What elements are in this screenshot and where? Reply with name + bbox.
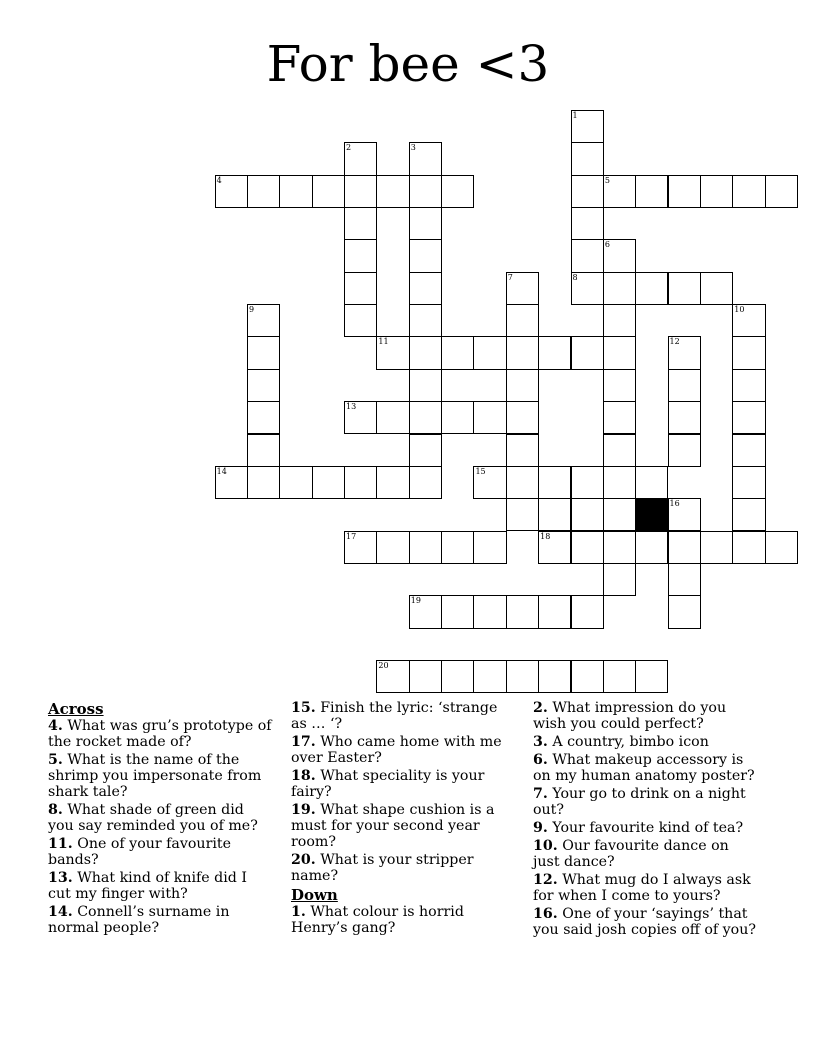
clue-item	[48, 752, 273, 800]
clue-number: 6	[604, 240, 610, 250]
crossword-cell[interactable]	[247, 175, 280, 208]
clue-number-label: 1.	[291, 904, 306, 920]
crossword-cell[interactable]	[344, 175, 377, 208]
crossword-cell[interactable]	[603, 401, 636, 434]
crossword-cell[interactable]	[732, 304, 765, 337]
black-cell	[635, 498, 668, 531]
crossword-cell[interactable]	[344, 304, 377, 337]
crossword-cell[interactable]	[732, 434, 765, 467]
clue-number-label: 8.	[48, 802, 63, 818]
crossword-cell[interactable]	[506, 595, 539, 628]
crossword-cell[interactable]	[732, 401, 765, 434]
down-clue-list	[291, 904, 516, 936]
crossword-cell[interactable]	[344, 239, 377, 272]
crossword-cell[interactable]	[603, 660, 636, 693]
crossword-cell[interactable]	[668, 175, 701, 208]
crossword-cell[interactable]	[635, 272, 668, 305]
clue-text: What shade of green did you say reminded you of me?	[48, 802, 258, 834]
crossword-cell[interactable]	[506, 304, 539, 337]
crossword-cell[interactable]	[247, 304, 280, 337]
crossword-cell[interactable]	[409, 369, 442, 402]
clue-item	[291, 734, 516, 766]
crossword-cell[interactable]	[571, 110, 604, 143]
clue-number-label: 12.	[533, 872, 558, 888]
crossword-cell[interactable]	[571, 239, 604, 272]
crossword-cell[interactable]	[603, 304, 636, 337]
clue-text: What is the name of the shrimp you impersonate from shark tale?	[48, 752, 262, 800]
clue-item	[533, 820, 758, 836]
clue-number-label: 9.	[533, 820, 548, 836]
crossword-cell[interactable]	[441, 175, 474, 208]
crossword-cell[interactable]	[506, 336, 539, 369]
crossword-cell[interactable]	[376, 660, 409, 693]
clue-number-label: 7.	[533, 786, 548, 802]
clue-number: 15	[475, 466, 486, 476]
crossword-cell[interactable]	[344, 466, 377, 499]
crossword-cell[interactable]	[409, 336, 442, 369]
crossword-cell[interactable]	[409, 175, 442, 208]
clue-number-label: 20.	[291, 852, 316, 868]
crossword-cell[interactable]	[279, 175, 312, 208]
crossword-cell[interactable]	[538, 336, 571, 369]
crossword-cell[interactable]	[635, 175, 668, 208]
crossword-cell[interactable]	[376, 401, 409, 434]
crossword-cell[interactable]	[732, 466, 765, 499]
clue-number: 7	[507, 272, 513, 282]
crossword-cell[interactable]	[376, 466, 409, 499]
crossword-cell[interactable]	[732, 175, 765, 208]
crossword-cell[interactable]	[603, 531, 636, 564]
crossword-cell[interactable]	[765, 175, 798, 208]
crossword-cell[interactable]	[668, 563, 701, 596]
crossword-cell[interactable]	[473, 595, 506, 628]
across-clue-list-continued	[291, 700, 516, 884]
clue-item	[48, 718, 273, 750]
clue-text: What shape cushion is a must for your second year room?	[291, 802, 495, 850]
crossword-cell[interactable]	[538, 466, 571, 499]
clue-text: Your favourite kind of tea?	[547, 820, 744, 836]
clue-text: Our favourite dance on just dance?	[533, 838, 729, 870]
clue-number: 13	[346, 402, 357, 412]
crossword-cell[interactable]	[668, 272, 701, 305]
crossword-cell[interactable]	[603, 369, 636, 402]
crossword-cell[interactable]	[668, 498, 701, 531]
crossword-cell[interactable]	[247, 466, 280, 499]
crossword-cell[interactable]	[603, 466, 636, 499]
crossword-cell[interactable]	[376, 531, 409, 564]
crossword-cell[interactable]	[571, 498, 604, 531]
crossword-cell[interactable]	[506, 272, 539, 305]
clue-text: Connell’s surname in normal people?	[48, 904, 230, 936]
clue-text: What speciality is your fairy?	[291, 768, 485, 800]
crossword-cell[interactable]	[409, 434, 442, 467]
clue-number-label: 13.	[48, 870, 73, 886]
crossword-cell[interactable]	[603, 434, 636, 467]
crossword-cell[interactable]	[571, 207, 604, 240]
crossword-cell[interactable]	[312, 466, 345, 499]
clue-text: Who came home with me over Easter?	[291, 734, 502, 766]
across-heading: Across	[48, 700, 104, 718]
crossword-cell[interactable]	[473, 336, 506, 369]
crossword-cell[interactable]	[506, 434, 539, 467]
crossword-cell[interactable]	[473, 401, 506, 434]
crossword-cell[interactable]	[603, 563, 636, 596]
crossword-cell[interactable]	[571, 175, 604, 208]
crossword-cell[interactable]	[571, 660, 604, 693]
crossword-cell[interactable]	[571, 142, 604, 175]
clue-number-label: 5.	[48, 752, 63, 768]
crossword-cell[interactable]	[571, 466, 604, 499]
clue-item	[291, 802, 516, 850]
crossword-cell[interactable]	[441, 531, 474, 564]
clue-item	[48, 870, 273, 902]
crossword-cell[interactable]	[635, 660, 668, 693]
crossword-cell[interactable]	[473, 531, 506, 564]
clue-number-label: 16.	[533, 906, 558, 922]
crossword-cell[interactable]	[635, 531, 668, 564]
crossword-cell[interactable]	[538, 498, 571, 531]
clues-column-3	[533, 700, 758, 940]
clue-number-label: 14.	[48, 904, 73, 920]
crossword-cell[interactable]	[700, 175, 733, 208]
crossword-cell[interactable]	[538, 660, 571, 693]
clue-number-label: 17.	[291, 734, 316, 750]
clue-number: 12	[669, 337, 680, 347]
clue-number-label: 3.	[533, 734, 548, 750]
crossword-cell[interactable]	[765, 531, 798, 564]
crossword-cell[interactable]	[506, 466, 539, 499]
crossword-cell[interactable]	[247, 401, 280, 434]
clue-text: One of your ‘sayings’ that you said josh copies off of you?	[533, 906, 756, 938]
crossword-cell[interactable]	[571, 595, 604, 628]
clue-number-label: 15.	[291, 700, 316, 716]
crossword-cell[interactable]	[506, 498, 539, 531]
clue-number: 16	[669, 499, 680, 509]
clue-number-label: 10.	[533, 838, 558, 854]
crossword-cell[interactable]	[473, 660, 506, 693]
crossword-cell[interactable]	[344, 401, 377, 434]
crossword-cell[interactable]	[441, 336, 474, 369]
crossword-cell[interactable]	[668, 595, 701, 628]
crossword-cell[interactable]	[279, 466, 312, 499]
page-title: For bee <3	[266, 35, 550, 93]
crossword-cell[interactable]	[409, 272, 442, 305]
crossword-cell[interactable]	[247, 369, 280, 402]
crossword-cell[interactable]	[247, 336, 280, 369]
crossword-cell[interactable]	[603, 498, 636, 531]
clue-number-label: 19.	[291, 802, 316, 818]
crossword-cell[interactable]	[376, 336, 409, 369]
clue-number: 8	[572, 272, 578, 282]
clue-number: 3	[410, 143, 416, 153]
crossword-cell[interactable]	[247, 434, 280, 467]
crossword-cell[interactable]	[215, 175, 248, 208]
crossword-cell[interactable]	[409, 142, 442, 175]
clue-text: Finish the lyric: ‘strange as … ‘?	[291, 700, 498, 732]
clue-item	[533, 838, 758, 870]
clue-number: 20	[378, 660, 389, 670]
clue-text: What was gru’s prototype of the rocket made of?	[48, 718, 272, 750]
crossword-cell[interactable]	[409, 531, 442, 564]
crossword-cell[interactable]	[603, 239, 636, 272]
crossword-cell[interactable]	[409, 466, 442, 499]
clue-number: 18	[540, 531, 551, 541]
clue-number: 19	[410, 596, 421, 606]
clue-item	[48, 802, 273, 834]
crossword-cell[interactable]	[571, 272, 604, 305]
crossword-cell[interactable]	[441, 595, 474, 628]
clue-text: What colour is horrid Henry’s gang?	[291, 904, 464, 936]
clues-column-1	[48, 700, 273, 938]
clue-item	[533, 700, 758, 732]
crossword-cell[interactable]	[409, 304, 442, 337]
crossword-cell[interactable]	[441, 401, 474, 434]
clue-text: Your go to drink on a night out?	[533, 786, 746, 818]
crossword-cell[interactable]	[538, 531, 571, 564]
crossword-cell[interactable]	[668, 336, 701, 369]
clue-number: 10	[734, 305, 745, 315]
down-clue-list-continued	[533, 700, 758, 938]
crossword-cell[interactable]	[409, 595, 442, 628]
crossword-cell[interactable]	[344, 531, 377, 564]
crossword-cell[interactable]	[668, 401, 701, 434]
clue-text: What impression do you wish you could perfect?	[533, 700, 727, 732]
crossword-cell[interactable]	[603, 336, 636, 369]
clue-number: 5	[604, 175, 610, 185]
clue-item	[291, 852, 516, 884]
clue-text: What is your stripper name?	[291, 852, 474, 884]
clues-column-2	[291, 700, 516, 938]
crossword-cell[interactable]	[312, 175, 345, 208]
crossword-cell[interactable]	[635, 466, 668, 499]
clue-item	[48, 904, 273, 936]
clue-text: A country, bimbo icon	[547, 734, 709, 750]
clue-item	[533, 906, 758, 938]
crossword-cell[interactable]	[506, 369, 539, 402]
clue-number: 4	[216, 175, 222, 185]
crossword-cell[interactable]	[344, 142, 377, 175]
crossword-cell[interactable]	[668, 531, 701, 564]
crossword-cell[interactable]	[506, 660, 539, 693]
crossword-cell[interactable]	[215, 466, 248, 499]
clue-number: 17	[346, 531, 357, 541]
clue-item	[533, 786, 758, 818]
clue-item	[291, 768, 516, 800]
crossword-cell[interactable]	[668, 369, 701, 402]
clue-text: What kind of knife did I cut my finger with?	[48, 870, 247, 902]
clue-text: What makeup accessory is on my human anatomy poster?	[533, 752, 755, 784]
crossword-cell[interactable]	[538, 595, 571, 628]
clue-item	[533, 872, 758, 904]
clue-item	[291, 700, 516, 732]
clue-number-label: 6.	[533, 752, 548, 768]
crossword-cell[interactable]	[409, 239, 442, 272]
crossword-cell[interactable]	[409, 660, 442, 693]
crossword-cell[interactable]	[700, 531, 733, 564]
clue-item	[533, 734, 758, 750]
clue-number-label: 11.	[48, 836, 73, 852]
crossword-cell[interactable]	[441, 660, 474, 693]
clue-number: 11	[378, 337, 389, 347]
crossword-cell[interactable]	[732, 498, 765, 531]
crossword-cell[interactable]	[376, 175, 409, 208]
across-clue-list	[48, 718, 273, 936]
clue-item	[533, 752, 758, 784]
crossword-cell[interactable]	[506, 401, 539, 434]
crossword-cell[interactable]	[732, 531, 765, 564]
clue-number-label: 4.	[48, 718, 63, 734]
clue-number: 14	[216, 466, 227, 476]
crossword-cell[interactable]	[571, 336, 604, 369]
crossword-cell[interactable]	[344, 207, 377, 240]
crossword-cell[interactable]	[344, 272, 377, 305]
crossword-cell[interactable]	[700, 272, 733, 305]
crossword-cell[interactable]	[473, 466, 506, 499]
clue-item	[291, 904, 516, 936]
clue-number: 2	[346, 143, 352, 153]
clue-number: 9	[249, 305, 255, 315]
down-heading: Down	[291, 886, 338, 904]
clue-number-label: 18.	[291, 768, 316, 784]
crossword-cell[interactable]	[603, 175, 636, 208]
clue-text: One of your favourite bands?	[48, 836, 231, 868]
clue-text: What mug do I always ask for when I come to yours?	[533, 872, 751, 904]
clue-item	[48, 836, 273, 868]
crossword-cell[interactable]	[409, 207, 442, 240]
crossword-cell[interactable]	[732, 336, 765, 369]
crossword-cell[interactable]	[603, 272, 636, 305]
crossword-cell[interactable]	[409, 401, 442, 434]
crossword-cell[interactable]	[571, 531, 604, 564]
crossword-cell[interactable]	[732, 369, 765, 402]
crossword-cell[interactable]	[668, 434, 701, 467]
clue-number: 1	[572, 111, 578, 120]
clue-number-label: 2.	[533, 700, 548, 716]
